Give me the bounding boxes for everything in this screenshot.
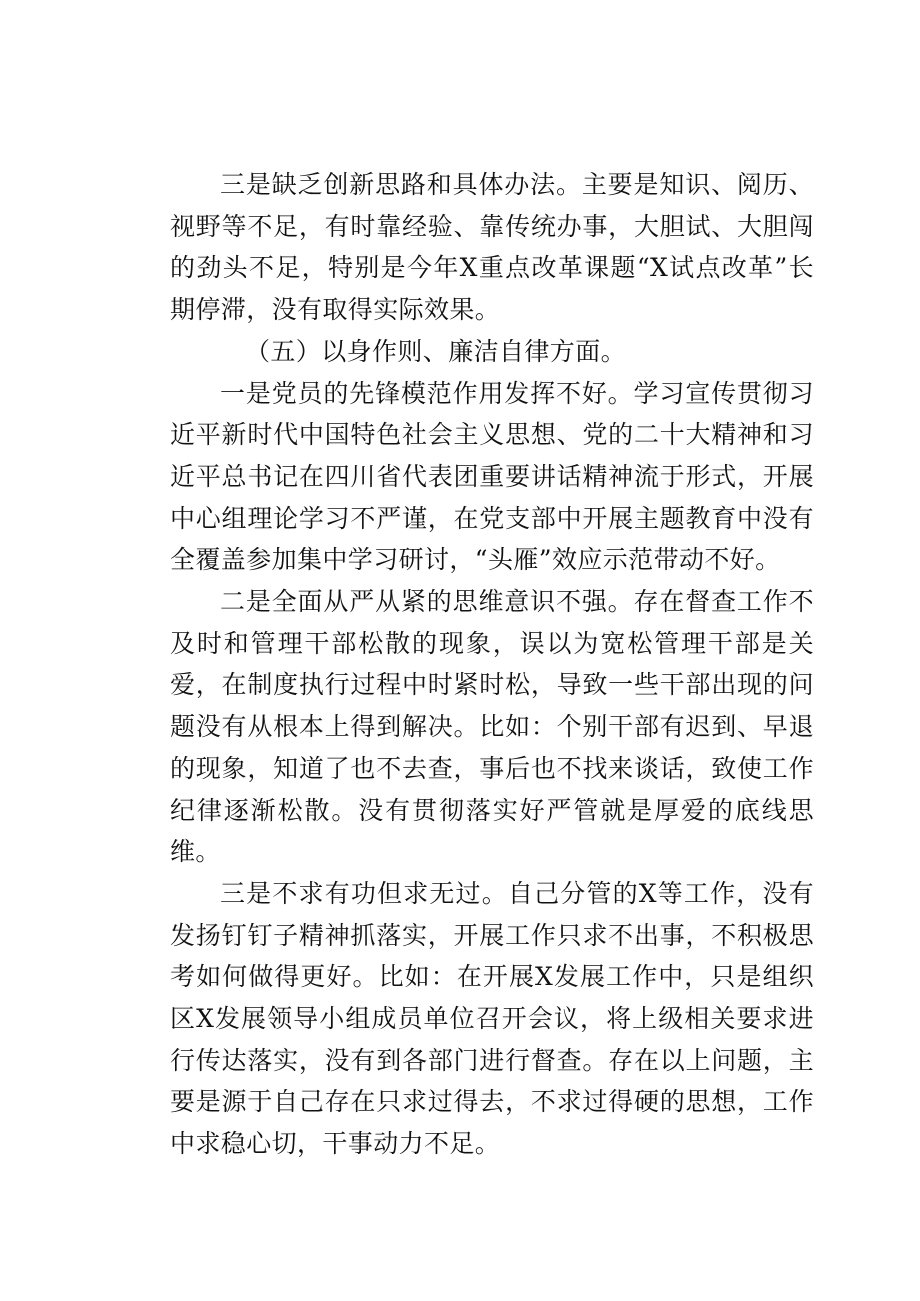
section-heading-5: （五）以身作则、廉洁自律方面。 bbox=[245, 336, 627, 366]
paragraph-no-merit-no-fault: 三是不求有功但求无过。自己分管的X等工作，没有发扬钉钉子精神抓落实，开展工作只求不出事，不积极思考如何做得更好。比如：在开展X发展工作中，只是组织区X发展领导小组成员单位召开会议，将上级相关要求进行传达落实，没有到各部门进行督查。存在以上问题，主要是源于自己存在只求过得去，不求过得硬的思想，工作中求稳心切，干事动力不足。 bbox=[170, 878, 814, 1159]
paragraph-vanguard-role: 一是党员的先锋模范作用发挥不好。学习宣传贯彻习近平新时代中国特色社会主义思想、党的二十大精神和习近平总书记在四川省代表团重要讲话精神流于形式，开展中心组理论学习不严谨，在党支部中开展主题教育中没有全覆盖参加集中学习研讨，“头雁”效应示范带动不好。 bbox=[170, 378, 814, 575]
paragraph-strict-management: 二是全面从严从紧的思维意识不强。存在督查工作不及时和管理干部松散的现象，误以为宽松管理干部是关爱，在制度执行过程中时紧时松，导致一些干部出现的问题没有从根本上得到解决。比如：个别干部有迟到、早退的现象，知道了也不去查，事后也不找来谈话，致使工作纪律逐渐松散。没有贯彻落实好严管就是厚爱的底线思维。 bbox=[170, 587, 814, 867]
document-body bbox=[170, 164, 814, 1165]
paragraph-lack-innovation: 三是缺乏创新思路和具体办法。主要是知识、阅历、视野等不足，有时靠经验、靠传统办事，大胆试、大胆闯的劲头不足，特别是今年X重点改革课题“X试点改革”长期停滞，没有取得实际效果。 bbox=[170, 170, 814, 325]
